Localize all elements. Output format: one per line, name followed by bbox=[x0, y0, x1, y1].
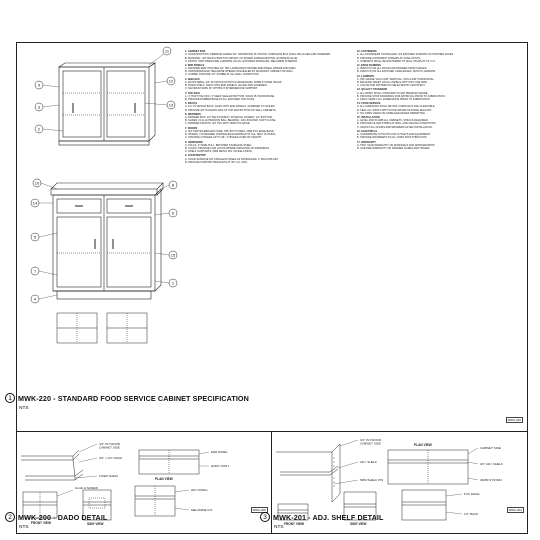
svg-text:END PANEL: END PANEL bbox=[211, 450, 228, 454]
spec-section-heading: 12. LAMINATE bbox=[357, 74, 375, 78]
svg-text:FIXED SHELF: FIXED SHELF bbox=[99, 474, 119, 478]
callout-12 bbox=[167, 77, 175, 85]
detail-3-title: MWK-201 - ADJ. SHELF DETAIL bbox=[273, 512, 384, 522]
callout-3 bbox=[35, 103, 43, 111]
spec-section-heading: 5. BACKS bbox=[185, 102, 197, 106]
spec-section-heading: 2. END PANELS bbox=[185, 64, 205, 67]
svg-text:9: 9 bbox=[37, 82, 41, 88]
spec-note-line: C. CABINETS SHALL BE ANCHORED TO WALL STUDS AT 16" O.C. bbox=[357, 59, 436, 63]
spec-note-line: A. ALL WORK SHALL CONFORM TO AWI PREMIUM GRADE. bbox=[357, 91, 429, 95]
callout-9 bbox=[35, 81, 43, 89]
spec-note-line: A. SOLID SURFACE OR STAINLESS STEEL AS SCHEDULED, 4" BACKSPLASH. bbox=[185, 157, 279, 161]
detail-1-scale: NTS bbox=[19, 406, 29, 411]
spec-note-line: C. ADJUST ALL DOORS AND DRAWERS AFTER INSTALLATION. bbox=[357, 125, 433, 129]
spec-note-line: A. TWO YEAR WARRANTY ON MATERIALS AND WORKMANSHIP. bbox=[357, 143, 435, 147]
svg-text:1/2" BACK: 1/2" BACK bbox=[464, 512, 479, 516]
svg-text:4: 4 bbox=[33, 296, 37, 302]
spec-section-heading: 4. TOE KICK bbox=[185, 91, 200, 95]
sheet-tag-d3: MWK-201 bbox=[508, 508, 522, 512]
svg-text:3/4" ADJ. SHELF: 3/4" ADJ. SHELF bbox=[480, 462, 503, 466]
spec-note-line: B. 1MM PVC ON ALL EXPOSED CASE EDGES, MATCH LAMINATE. bbox=[357, 70, 436, 74]
callout-11 bbox=[163, 47, 171, 55]
spec-note-line: C. FIELD VERIFY ALL DIMENSIONS PRIOR TO FABRICATION. bbox=[357, 97, 431, 101]
spec-note-line: C. DRAWER FRONTS: 3/4" HPL WITH 3MM PVC EDGE. bbox=[185, 122, 251, 126]
spec-note-line: B. SEAL ALL JOINTS WITH FOOD GRADE SILICONE SEALANT. bbox=[357, 108, 432, 112]
svg-text:PVC EDGE: PVC EDGE bbox=[464, 492, 480, 496]
spec-note-line: C. COLOR AND PATTERN AS SELECTED BY ARCHITECT. bbox=[357, 84, 426, 88]
svg-text:HPL FINISH: HPL FINISH bbox=[191, 488, 208, 492]
detail-3-scale: NTS bbox=[274, 525, 284, 530]
svg-text:5: 5 bbox=[33, 234, 37, 240]
detail-1-title-block bbox=[5, 393, 249, 403]
callout-14 bbox=[31, 199, 39, 207]
spec-note-line: B. PROVIDE 3/4" HANGING RAIL AT TOP AND BOTTOM OF WALL CABINETS. bbox=[185, 108, 277, 112]
spec-note-line: C. PROVIDE 2 HINGES UP TO 36", 3 HINGES OVER 36" HEIGHT. bbox=[185, 136, 262, 140]
spec-note-line: A. DRAWER BOX: 1/2" BALTIC BIRCH, DOVETAIL JOINERY, 1/4" BOTTOM. bbox=[185, 116, 273, 120]
svg-text:CABINET SIDE: CABINET SIDE bbox=[360, 441, 381, 446]
svg-text:3/4" x 1/4" DADO: 3/4" x 1/4" DADO bbox=[99, 456, 123, 460]
spec-note-line: B. PROVIDE SHOP DRAWINGS FOR APPROVAL PRIOR TO FABRICATION. bbox=[357, 94, 446, 98]
svg-text:MELAMINE INT.: MELAMINE INT. bbox=[191, 508, 213, 512]
detail-1-number: 1 bbox=[5, 393, 15, 403]
spec-note-line: B. LOCKS: PROVIDE CAM LOCKS WHERE INDICATED ON DRAWINGS. bbox=[185, 146, 270, 150]
spec-note-line: A. ADJUSTABLE: 3/4" PLYWOOD WITH PVC EDGE BAND, 32MM SYSTEM HOLES. bbox=[185, 80, 283, 84]
spec-note-line: B. PROVIDE CONFIRMAT SCREWS AT CASE JOINTS. bbox=[357, 56, 421, 60]
spec-note-line: A. ALL SURFACES SHALL BE NSF COMPLIANT AND CLEANABLE. bbox=[357, 105, 436, 109]
spec-section-heading: 17. WARRANTY bbox=[357, 140, 376, 144]
spec-note-line: B. HINGES: 170 DEGREE CONCEALED EUROPEAN STYLE, SELF CLOSING. bbox=[185, 133, 277, 137]
svg-text:5MM SHELF PIN: 5MM SHELF PIN bbox=[360, 478, 384, 482]
spec-section-heading: 9. COUNTERTOP bbox=[185, 154, 206, 158]
detail-3-title-block bbox=[260, 512, 384, 522]
detail-2-scale: NTS bbox=[19, 525, 29, 530]
d2-plan-view-label: PLAN VIEW bbox=[155, 477, 173, 481]
svg-text:3: 3 bbox=[37, 104, 41, 110]
spec-section-heading: 3. SHELVES bbox=[185, 77, 200, 81]
d3-front-view-label: FRONT VIEW bbox=[284, 522, 305, 526]
spec-note-line: B. FIXED SHELF: DADO INTO END PANELS, GLUED AND SCREWED. bbox=[185, 84, 268, 88]
callout-2 bbox=[35, 125, 43, 133]
svg-text:8: 8 bbox=[171, 182, 175, 188]
svg-text:14: 14 bbox=[32, 200, 38, 206]
spec-section-heading: 7. DOORS bbox=[185, 126, 198, 130]
spec-note-line: B. LIFETIME WARRANTY ON DRAWER SLIDES AND HINGES. bbox=[357, 146, 431, 150]
spec-notes-left bbox=[185, 49, 351, 379]
callout-13 bbox=[167, 101, 175, 109]
svg-text:CABINET SIDE: CABINET SIDE bbox=[480, 446, 501, 450]
spec-note-line: A. 3MM PVC ON ALL DOOR AND DRAWER FRONT EDGES. bbox=[357, 67, 428, 71]
svg-text:6: 6 bbox=[171, 210, 175, 216]
spec-notes-right bbox=[357, 49, 523, 379]
dado-detail-frame bbox=[8, 432, 272, 534]
svg-text:3/4" PLYWOOD: 3/4" PLYWOOD bbox=[99, 442, 121, 446]
spec-note-line: B. MATERIAL: 3/4" BALTIC BIRCH PLYWOOD, NO BOARD FORMALDEHYDE, EXTERIOR GLUE. bbox=[185, 56, 298, 60]
svg-text:13: 13 bbox=[168, 102, 174, 108]
spec-note-line: A. 4" HIGH TOE KICK, 3" DEEP, SEALED BOTTOM, SOLID PLYWOOD BASE. bbox=[185, 94, 275, 98]
spec-note-line: B. SLIDES: FULL EXTENSION BALL BEARING, 100 LB RATED, SOFT CLOSE. bbox=[185, 119, 277, 123]
spec-note-line: A. FINISHED END: PROVIDE 3/4" HPL LAMINATED FINISHED END PANEL WHERE EXPOSED. bbox=[185, 67, 297, 71]
d3-side-view-label: SIDE VIEW bbox=[350, 522, 367, 526]
callout-8 bbox=[169, 181, 177, 189]
svg-text:CABINET SIDE: CABINET SIDE bbox=[99, 445, 120, 450]
spec-note-line: C. NO OPEN GRAIN OR UNSEALED EDGES PERMITTED. bbox=[357, 111, 426, 115]
spec-note-line: B. PROVIDE GROMMETS AT ALL CORD PASS THROUGHS. bbox=[357, 136, 428, 140]
spec-note-line: B. PROVIDE SUPPORT BRACKETS AT 36" O.C. MAX. bbox=[185, 160, 248, 164]
spec-note-line: A. HPL GRADE VGS 0.028" VERTICAL, HGS 0.048" HORIZONTAL. bbox=[357, 77, 435, 81]
spec-section-heading: 8. HARDWARE bbox=[185, 140, 203, 144]
detail-2-title: MWK-200 - DADO DETAIL bbox=[18, 512, 108, 522]
callout-1 bbox=[169, 279, 177, 287]
spec-note-line: A. PULLS: 4" WIRE PULL, BRUSHED STAINLESS STEEL. bbox=[185, 143, 253, 147]
svg-text:ADJ. SHELF: ADJ. SHELF bbox=[360, 460, 378, 464]
sheet-tag: MWK-220 bbox=[507, 418, 521, 422]
spec-note-line: A. 1/2" PLYWOOD BACK, DADO INTO END PANELS, SCREWED TO NAILER. bbox=[185, 105, 276, 109]
spec-note-line: C. SCRIBE: PROVIDE 1/2" SCRIBE AT ALL WALL CONDITIONS. bbox=[185, 73, 260, 77]
svg-text:32MM SYSTEM: 32MM SYSTEM bbox=[480, 478, 502, 482]
spec-section-heading: 14. FOOD SERVICE bbox=[357, 102, 381, 106]
spec-note-line: C. SHELF SUPPORTS: 5MM METAL PIN, NICKEL FINISH. bbox=[185, 150, 253, 154]
sheet-tag-d2: MWK-200 bbox=[252, 508, 266, 512]
detail-3-number: 3 bbox=[260, 512, 270, 522]
svg-text:11: 11 bbox=[164, 48, 170, 54]
callout-6 bbox=[169, 209, 177, 217]
spec-note-line: B. PROVIDE FILLER STRIPS AT WALL AND CEILING CONDITIONS. bbox=[357, 122, 437, 126]
callout-7 bbox=[31, 267, 39, 275]
spec-section-heading: 16. ELECTRICAL bbox=[357, 129, 378, 133]
spec-note-line: B. BALANCE SHEET ON ALL PANELS WITH HPL ONE SIDE. bbox=[357, 80, 428, 84]
d2-side-view-label: SIDE VIEW bbox=[87, 522, 104, 526]
spec-section-heading: 15. INSTALLATION bbox=[357, 116, 380, 120]
spec-note-line: B. PROVIDE RUBBER BASE AT ALL EXPOSED TOE KICKS. bbox=[185, 97, 255, 101]
detail-2-title-block bbox=[5, 512, 107, 522]
callout-4 bbox=[31, 295, 39, 303]
d2-front-view-label: FRONT VIEW bbox=[31, 521, 52, 525]
svg-text:2: 2 bbox=[37, 126, 41, 132]
cabinet-spec-frame bbox=[8, 42, 528, 432]
svg-text:12: 12 bbox=[168, 78, 174, 84]
spec-section-heading: 6. DRAWERS bbox=[185, 112, 201, 116]
spec-note-line: A. CONSTRUCTION: PREMIUM GRADE 3/4" HARDWOOD PLYWOOD, COMPLETE BOX SHALL BE GLUED AND SCREWED. bbox=[185, 53, 331, 57]
spec-section-heading: 1. CABINET BOX bbox=[185, 50, 206, 54]
svg-text:3/4" PLYWOOD: 3/4" PLYWOOD bbox=[360, 438, 382, 442]
svg-text:15: 15 bbox=[170, 252, 176, 258]
spec-section-heading: 11. EDGE BANDING bbox=[357, 64, 381, 67]
spec-section-heading: 13. QUALITY STANDARD bbox=[357, 88, 388, 92]
svg-text:1: 1 bbox=[171, 280, 175, 286]
callout-5 bbox=[31, 233, 39, 241]
callout-10 bbox=[33, 179, 41, 187]
spec-note-line: B. UNFINISHED END: MELAMINE WHERE CONCEALED BY ADJACENT CABINET OR WALL. bbox=[185, 70, 294, 74]
spec-note-line: A. COORDINATE CUTOUTS FOR OUTLETS AND EQUIPMENT. bbox=[357, 133, 431, 137]
callout-15 bbox=[169, 251, 177, 259]
d3-plan-view-label: PLAN VIEW bbox=[414, 443, 432, 447]
detail-2-number: 2 bbox=[5, 512, 15, 522]
svg-text:DADO JOINT: DADO JOINT bbox=[211, 464, 230, 468]
svg-text:GLUE & SCREW: GLUE & SCREW bbox=[75, 486, 99, 490]
svg-text:7: 7 bbox=[33, 268, 37, 274]
spec-note-line: C. FINISH: HIGH PRESSURE LAMINATE ON ALL EXPOSED SURFACES, MELAMINE INTERIOR. bbox=[185, 59, 298, 63]
spec-note-line: C. MAXIMUM SPAN 36" WITHOUT INTERMEDIATE SUPPORT. bbox=[185, 87, 258, 91]
spec-note-line: A. 3/4" PARTICLEBOARD CORE, HPL BOTH SIDES, 3MM PVC EDGE BAND. bbox=[185, 129, 275, 133]
spec-note-line: A. ALL FASTENERS CONCEALED, NO EXPOSED SCREWS ON FINISHED FACES. bbox=[357, 53, 454, 57]
svg-text:10: 10 bbox=[34, 180, 40, 186]
spec-note-line: A. LEVEL AND PLUMB ALL CABINETS, SHIM AS REQUIRED. bbox=[357, 119, 429, 123]
spec-section-heading: 10. FASTENERS bbox=[357, 50, 377, 54]
detail-1-title: MWK-220 - STANDARD FOOD SERVICE CABINET SPECIFICATION bbox=[18, 393, 249, 403]
adj-shelf-detail-frame bbox=[263, 432, 528, 534]
